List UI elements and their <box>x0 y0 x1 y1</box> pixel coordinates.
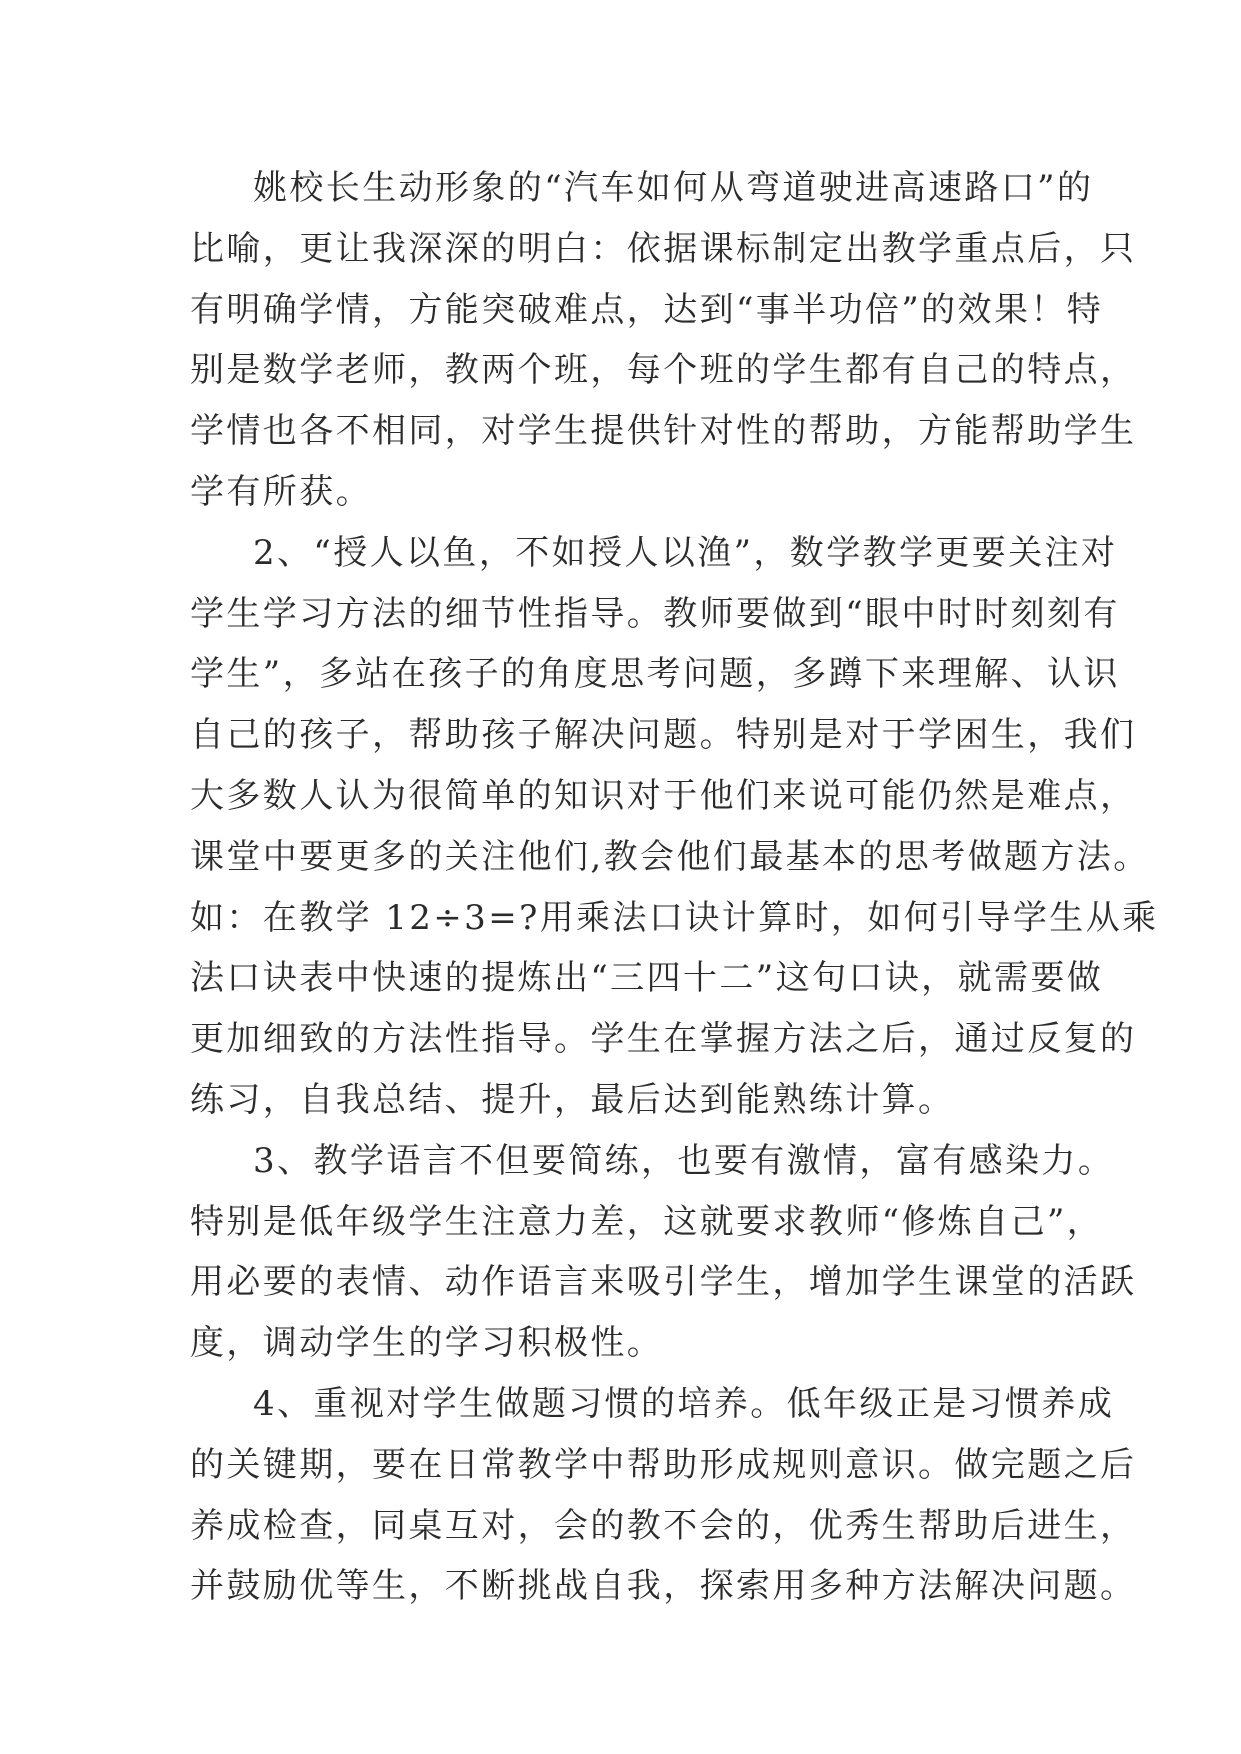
text-line: 度，调动学生的学习积极性。 <box>190 1323 664 1364</box>
paragraph-2 <box>190 523 1159 1131</box>
paragraph-1 <box>190 158 1137 523</box>
text-line: 如：在教学 12÷3=?用乘法口诀计算时，如何引导学生从乘 <box>190 897 1159 938</box>
text-line: 特别是低年级学生注意力差，这就要求教师“修炼自己”， <box>190 1201 1104 1242</box>
text-line: 学生学习方法的细节性指导。教师要做到“眼中时时刻刻有 <box>190 593 1120 634</box>
text-line: 学情也各不相同，对学生提供针对性的帮助，方能帮助学生 <box>190 411 1137 452</box>
text-line: 的关键期，要在日常教学中帮助形成规则意识。做完题之后 <box>190 1444 1137 1485</box>
text-line: 姚校长生动形象的“汽车如何从弯道驶进高速路口”的 <box>253 168 1094 208</box>
text-line: 学有所获。 <box>190 471 372 512</box>
text-line: 法口诀表中快速的提炼出“三四十二”这句口诀，就需要做 <box>190 958 1104 999</box>
text-line: 自己的孩子，帮助孩子解决问题。特别是对于学困生，我们 <box>190 715 1137 756</box>
text-line: 3、教学语言不但要简练，也要有激情，富有感染力。 <box>253 1140 1115 1181</box>
text-line: 大多数人认为很简单的知识对于他们来说可能仍然是难点， <box>190 775 1137 816</box>
text-line: 比喻，更让我深深的明白：依据课标制定出教学重点后，只 <box>190 228 1137 269</box>
text-line: 有明确学情，方能突破难点，达到“事半功倍”的效果！特 <box>190 289 1104 330</box>
text-line: 并鼓励优等生，不断挑战自我，探索用多种方法解决问题。 <box>190 1566 1137 1607</box>
text-line: 更加细致的方法性指导。学生在掌握方法之后，通过反复的 <box>190 1019 1137 1060</box>
paragraph-4 <box>190 1374 1137 1617</box>
text-line: 学生”，多站在孩子的角度思考问题，多蹲下来理解、认识 <box>190 654 1120 695</box>
text-line: 养成检查，同桌互对，会的教不会的，优秀生帮助后进生， <box>190 1505 1137 1546</box>
text-line: 课堂中要更多的关注他们,教会他们最基本的思考做题方法。 <box>190 836 1150 877</box>
text-line: 4、重视对学生做题习惯的培养。低年级正是习惯养成 <box>253 1383 1115 1424</box>
text-line: 别是数学老师，教两个班，每个班的学生都有自己的特点， <box>190 350 1137 391</box>
text-line: 用必要的表情、动作语言来吸引学生，增加学生课堂的活跃 <box>190 1262 1137 1303</box>
text-line: 2、“授人以鱼，不如授人以渔”，数学教学更要关注对 <box>253 532 1118 573</box>
text-line: 练习，自我总结、提升，最后达到能熟练计算。 <box>190 1079 955 1120</box>
paragraph-3 <box>190 1131 1137 1374</box>
document-body <box>190 158 1159 1617</box>
